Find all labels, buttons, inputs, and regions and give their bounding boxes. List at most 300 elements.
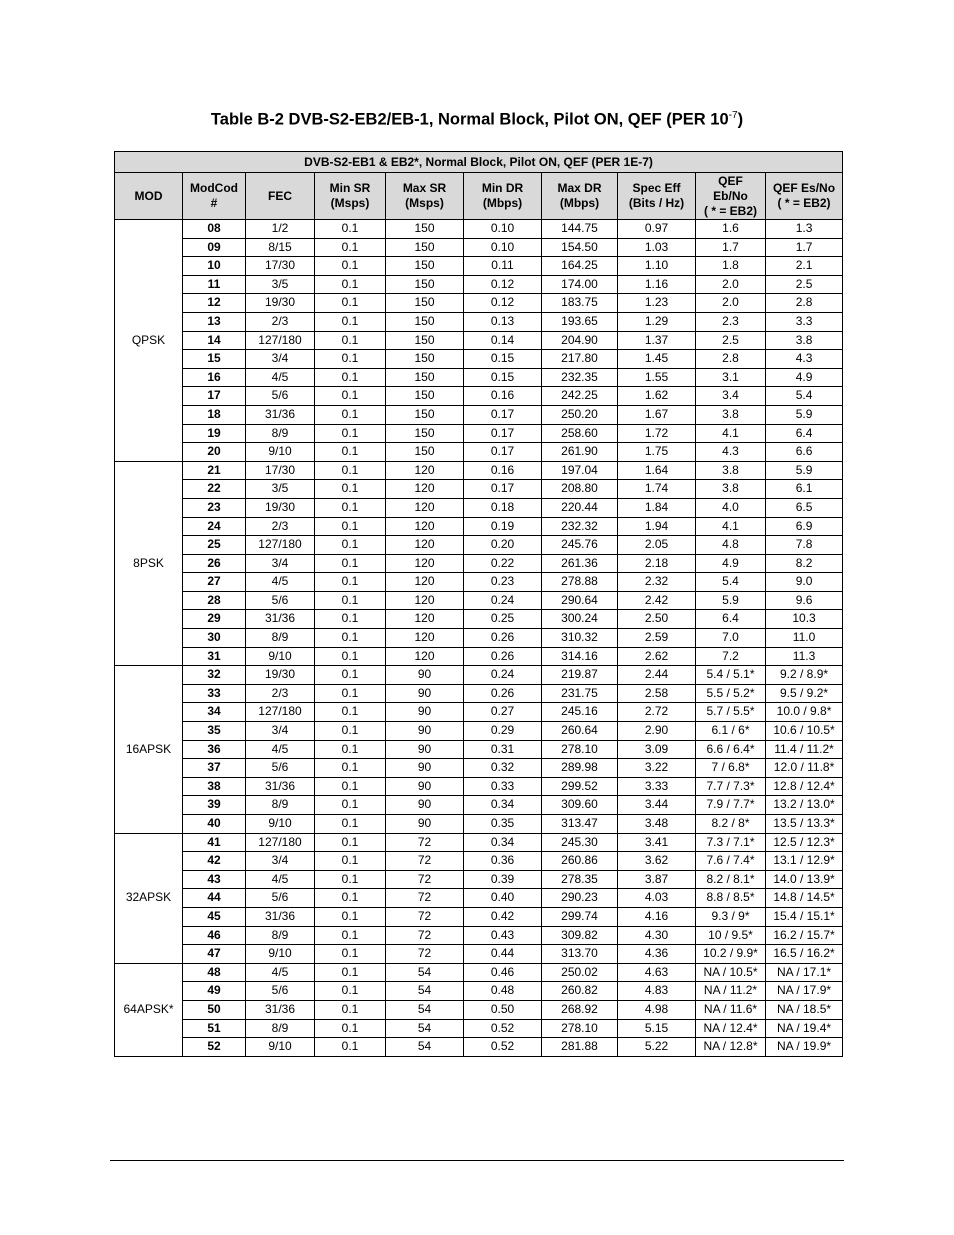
table-row bbox=[115, 312, 843, 331]
table-cell: 9/10 bbox=[246, 443, 315, 462]
table-cell: 9/10 bbox=[246, 647, 315, 666]
table-cell: 0.1 bbox=[315, 610, 386, 629]
table-cell: 1.6 bbox=[696, 220, 766, 239]
table-cell: 1.23 bbox=[618, 294, 696, 313]
table-cell: 4.83 bbox=[618, 982, 696, 1001]
table-cell: 281.88 bbox=[542, 1038, 618, 1057]
table-cell: 2.5 bbox=[696, 331, 766, 350]
table-cell: 0.19 bbox=[464, 517, 542, 536]
table-cell: 6.9 bbox=[766, 517, 843, 536]
table-cell: 2.62 bbox=[618, 647, 696, 666]
table-cell: 5/6 bbox=[246, 982, 315, 1001]
table-cell: 19/30 bbox=[246, 666, 315, 685]
table-cell: 9.3 / 9* bbox=[696, 907, 766, 926]
table-cell: 31/36 bbox=[246, 907, 315, 926]
table-cell: 0.14 bbox=[464, 331, 542, 350]
table-cell: 90 bbox=[386, 815, 464, 834]
table-cell: 245.16 bbox=[542, 703, 618, 722]
modcod-table bbox=[114, 151, 843, 1057]
table-cell: 0.1 bbox=[315, 963, 386, 982]
table-cell: NA / 18.5* bbox=[766, 1000, 843, 1019]
table-cell: 3.4 bbox=[696, 387, 766, 406]
table-cell: 2/3 bbox=[246, 684, 315, 703]
table-cell: 2.18 bbox=[618, 554, 696, 573]
table-cell: 5.9 bbox=[766, 461, 843, 480]
table-cell: 4.3 bbox=[766, 350, 843, 369]
table-cell: 0.32 bbox=[464, 759, 542, 778]
table-cell: NA / 12.4* bbox=[696, 1019, 766, 1038]
table-cell: 34 bbox=[183, 703, 246, 722]
table-cell: 3.44 bbox=[618, 796, 696, 815]
table-row bbox=[115, 350, 843, 369]
table-cell: 15.4 / 15.1* bbox=[766, 907, 843, 926]
table-row bbox=[115, 536, 843, 555]
table-cell: 2.90 bbox=[618, 722, 696, 741]
table-cell: 11.3 bbox=[766, 647, 843, 666]
table-cell: 20 bbox=[183, 443, 246, 462]
table-cell: 5/6 bbox=[246, 759, 315, 778]
table-cell: 127/180 bbox=[246, 833, 315, 852]
table-cell: 0.39 bbox=[464, 870, 542, 889]
table-cell: 8/9 bbox=[246, 424, 315, 443]
table-cell: 3/4 bbox=[246, 722, 315, 741]
table-cell: 0.23 bbox=[464, 573, 542, 592]
column-header: Min SR (Msps) bbox=[315, 173, 386, 220]
table-cell: 4.36 bbox=[618, 945, 696, 964]
table-cell: 290.64 bbox=[542, 591, 618, 610]
table-cell: 19/30 bbox=[246, 294, 315, 313]
table-row bbox=[115, 907, 843, 926]
table-cell: 0.1 bbox=[315, 703, 386, 722]
table-cell: 1.7 bbox=[766, 238, 843, 257]
table-cell: 4.3 bbox=[696, 443, 766, 462]
table-cell: 0.18 bbox=[464, 498, 542, 517]
table-cell: 25 bbox=[183, 536, 246, 555]
table-row bbox=[115, 684, 843, 703]
table-caption: DVB-S2-EB1 & EB2*, Normal Block, Pilot ON, QEF (PER 1E-7) bbox=[115, 152, 843, 173]
table-cell: 44 bbox=[183, 889, 246, 908]
table-cell: 0.17 bbox=[464, 405, 542, 424]
table-cell: 3.62 bbox=[618, 852, 696, 871]
table-cell: 250.20 bbox=[542, 405, 618, 424]
table-cell: 0.25 bbox=[464, 610, 542, 629]
table-row bbox=[115, 666, 843, 685]
table-cell: 150 bbox=[386, 312, 464, 331]
table-row bbox=[115, 480, 843, 499]
table-cell: 4.9 bbox=[766, 368, 843, 387]
table-cell: 10.6 / 10.5* bbox=[766, 722, 843, 741]
table-cell: 0.48 bbox=[464, 982, 542, 1001]
table-cell: 90 bbox=[386, 722, 464, 741]
table-cell: 90 bbox=[386, 759, 464, 778]
table-cell: 278.35 bbox=[542, 870, 618, 889]
table-cell: 9/10 bbox=[246, 1038, 315, 1057]
table-cell: 0.12 bbox=[464, 294, 542, 313]
table-cell: 0.1 bbox=[315, 461, 386, 480]
table-row bbox=[115, 852, 843, 871]
table-cell: 0.1 bbox=[315, 387, 386, 406]
table-cell: 72 bbox=[386, 889, 464, 908]
table-row bbox=[115, 926, 843, 945]
table-cell: 3.8 bbox=[696, 461, 766, 480]
table-cell: 309.82 bbox=[542, 926, 618, 945]
table-row bbox=[115, 759, 843, 778]
table-cell: 9.5 / 9.2* bbox=[766, 684, 843, 703]
table-cell: 0.36 bbox=[464, 852, 542, 871]
table-cell: 0.1 bbox=[315, 666, 386, 685]
table-cell: 0.24 bbox=[464, 591, 542, 610]
column-header: Max DR (Mbps) bbox=[542, 173, 618, 220]
table-row bbox=[115, 796, 843, 815]
table-cell: NA / 12.8* bbox=[696, 1038, 766, 1057]
table-row bbox=[115, 220, 843, 239]
table-cell: 0.1 bbox=[315, 740, 386, 759]
table-row bbox=[115, 257, 843, 276]
table-row bbox=[115, 1038, 843, 1057]
table-cell: 17/30 bbox=[246, 461, 315, 480]
table-row bbox=[115, 498, 843, 517]
table-cell: NA / 17.1* bbox=[766, 963, 843, 982]
table-cell: 54 bbox=[386, 1038, 464, 1057]
table-cell: 313.70 bbox=[542, 945, 618, 964]
table-cell: 309.60 bbox=[542, 796, 618, 815]
table-cell: 150 bbox=[386, 238, 464, 257]
table-cell: 120 bbox=[386, 647, 464, 666]
table-cell: 0.1 bbox=[315, 350, 386, 369]
table-cell: 289.98 bbox=[542, 759, 618, 778]
table-row bbox=[115, 387, 843, 406]
table-cell: 0.1 bbox=[315, 796, 386, 815]
table-cell: 0.1 bbox=[315, 722, 386, 741]
table-cell: 14 bbox=[183, 331, 246, 350]
table-cell: NA / 17.9* bbox=[766, 982, 843, 1001]
table-row bbox=[115, 368, 843, 387]
table-cell: 4.9 bbox=[696, 554, 766, 573]
table-cell: 2.42 bbox=[618, 591, 696, 610]
table-cell: 0.27 bbox=[464, 703, 542, 722]
table-cell: 4.03 bbox=[618, 889, 696, 908]
table-cell: 3/4 bbox=[246, 554, 315, 573]
table-cell: 2.32 bbox=[618, 573, 696, 592]
table-cell: 2.3 bbox=[696, 312, 766, 331]
modulation-cell: 8PSK bbox=[115, 461, 183, 666]
table-cell: 120 bbox=[386, 498, 464, 517]
table-cell: 0.1 bbox=[315, 517, 386, 536]
table-cell: 0.1 bbox=[315, 833, 386, 852]
table-cell: 0.16 bbox=[464, 461, 542, 480]
table-cell: 90 bbox=[386, 777, 464, 796]
table-cell: 0.33 bbox=[464, 777, 542, 796]
table-cell: 278.10 bbox=[542, 1019, 618, 1038]
table-cell: 7 / 6.8* bbox=[696, 759, 766, 778]
table-cell: 0.17 bbox=[464, 443, 542, 462]
table-row bbox=[115, 945, 843, 964]
table-cell: 314.16 bbox=[542, 647, 618, 666]
table-cell: 250.02 bbox=[542, 963, 618, 982]
table-row bbox=[115, 777, 843, 796]
modulation-cell: QPSK bbox=[115, 220, 183, 462]
table-cell: 4.1 bbox=[696, 517, 766, 536]
table-cell: 54 bbox=[386, 1019, 464, 1038]
table-cell: 45 bbox=[183, 907, 246, 926]
table-cell: 36 bbox=[183, 740, 246, 759]
table-cell: 299.74 bbox=[542, 907, 618, 926]
table-cell: 258.60 bbox=[542, 424, 618, 443]
table-cell: 5.22 bbox=[618, 1038, 696, 1057]
table-cell: 1.74 bbox=[618, 480, 696, 499]
table-cell: 0.1 bbox=[315, 368, 386, 387]
column-header: Max SR (Msps) bbox=[386, 173, 464, 220]
table-cell: 19/30 bbox=[246, 498, 315, 517]
table-cell: 0.1 bbox=[315, 1000, 386, 1019]
table-cell: 127/180 bbox=[246, 536, 315, 555]
table-cell: 3.22 bbox=[618, 759, 696, 778]
table-cell: 8/15 bbox=[246, 238, 315, 257]
table-cell: 24 bbox=[183, 517, 246, 536]
table-row bbox=[115, 629, 843, 648]
table-cell: 261.36 bbox=[542, 554, 618, 573]
table-cell: 8.2 bbox=[766, 554, 843, 573]
table-cell: 120 bbox=[386, 629, 464, 648]
table-cell: 0.52 bbox=[464, 1019, 542, 1038]
table-cell: 90 bbox=[386, 684, 464, 703]
table-cell: 4.8 bbox=[696, 536, 766, 555]
table-cell: 150 bbox=[386, 368, 464, 387]
table-cell: 1.72 bbox=[618, 424, 696, 443]
table-row bbox=[115, 815, 843, 834]
table-cell: 0.26 bbox=[464, 629, 542, 648]
table-cell: 72 bbox=[386, 833, 464, 852]
table-cell: 42 bbox=[183, 852, 246, 871]
table-cell: 0.1 bbox=[315, 647, 386, 666]
table-cell: 0.17 bbox=[464, 424, 542, 443]
table-cell: 1.84 bbox=[618, 498, 696, 517]
table-cell: 232.32 bbox=[542, 517, 618, 536]
column-header: ModCod # bbox=[183, 173, 246, 220]
table-cell: 0.1 bbox=[315, 238, 386, 257]
table-cell: 5.7 / 5.5* bbox=[696, 703, 766, 722]
table-cell: 0.46 bbox=[464, 963, 542, 982]
table-cell: 150 bbox=[386, 257, 464, 276]
table-cell: 2.5 bbox=[766, 275, 843, 294]
modulation-cell: 64APSK* bbox=[115, 963, 183, 1056]
table-cell: 208.80 bbox=[542, 480, 618, 499]
table-cell: 154.50 bbox=[542, 238, 618, 257]
table-row bbox=[115, 610, 843, 629]
table-cell: 15 bbox=[183, 350, 246, 369]
table-cell: 7.3 / 7.1* bbox=[696, 833, 766, 852]
table-row bbox=[115, 424, 843, 443]
table-cell: 310.32 bbox=[542, 629, 618, 648]
column-header: MOD bbox=[115, 173, 183, 220]
table-cell: 19 bbox=[183, 424, 246, 443]
table-cell: 193.65 bbox=[542, 312, 618, 331]
table-cell: 16 bbox=[183, 368, 246, 387]
table-cell: 299.52 bbox=[542, 777, 618, 796]
table-cell: 2.1 bbox=[766, 257, 843, 276]
table-cell: 0.1 bbox=[315, 498, 386, 517]
table-cell: 0.17 bbox=[464, 480, 542, 499]
table-cell: 6.5 bbox=[766, 498, 843, 517]
table-cell: 150 bbox=[386, 275, 464, 294]
table-row bbox=[115, 405, 843, 424]
table-cell: 31 bbox=[183, 647, 246, 666]
table-cell: 52 bbox=[183, 1038, 246, 1057]
table-cell: 22 bbox=[183, 480, 246, 499]
table-cell: 4.30 bbox=[618, 926, 696, 945]
table-cell: 3.8 bbox=[766, 331, 843, 350]
table-cell: 13.2 / 13.0* bbox=[766, 796, 843, 815]
table-cell: 12.5 / 12.3* bbox=[766, 833, 843, 852]
modulation-cell: 32APSK bbox=[115, 833, 183, 963]
table-cell: 0.1 bbox=[315, 424, 386, 443]
table-cell: 9.2 / 8.9* bbox=[766, 666, 843, 685]
table-cell: 144.75 bbox=[542, 220, 618, 239]
table-cell: 0.1 bbox=[315, 852, 386, 871]
table-cell: 2.8 bbox=[696, 350, 766, 369]
table-cell: 1.64 bbox=[618, 461, 696, 480]
table-cell: NA / 11.6* bbox=[696, 1000, 766, 1019]
table-cell: 1.3 bbox=[766, 220, 843, 239]
column-header: Spec Eff (Bits / Hz) bbox=[618, 173, 696, 220]
table-cell: 16.2 / 15.7* bbox=[766, 926, 843, 945]
table-cell: 54 bbox=[386, 982, 464, 1001]
table-cell: 0.1 bbox=[315, 480, 386, 499]
table-cell: 0.42 bbox=[464, 907, 542, 926]
table-cell: 0.26 bbox=[464, 647, 542, 666]
table-cell: 1.94 bbox=[618, 517, 696, 536]
table-cell: 08 bbox=[183, 220, 246, 239]
table-cell: 0.1 bbox=[315, 777, 386, 796]
table-row bbox=[115, 703, 843, 722]
table-cell: 39 bbox=[183, 796, 246, 815]
table-cell: 43 bbox=[183, 870, 246, 889]
table-cell: 7.6 / 7.4* bbox=[696, 852, 766, 871]
table-cell: 0.1 bbox=[315, 443, 386, 462]
table-cell: 0.1 bbox=[315, 257, 386, 276]
table-cell: 9.0 bbox=[766, 573, 843, 592]
table-cell: 41 bbox=[183, 833, 246, 852]
table-cell: 13.5 / 13.3* bbox=[766, 815, 843, 834]
table-cell: 2.44 bbox=[618, 666, 696, 685]
table-cell: 1.62 bbox=[618, 387, 696, 406]
table-row bbox=[115, 833, 843, 852]
table-cell: 5.4 bbox=[766, 387, 843, 406]
table-cell: 0.43 bbox=[464, 926, 542, 945]
table-cell: 23 bbox=[183, 498, 246, 517]
table-cell: 5.5 / 5.2* bbox=[696, 684, 766, 703]
table-cell: 3.09 bbox=[618, 740, 696, 759]
table-row bbox=[115, 647, 843, 666]
table-cell: 35 bbox=[183, 722, 246, 741]
table-cell: 10.0 / 9.8* bbox=[766, 703, 843, 722]
table-cell: 150 bbox=[386, 405, 464, 424]
table-cell: 90 bbox=[386, 703, 464, 722]
table-cell: 37 bbox=[183, 759, 246, 778]
table-cell: 164.25 bbox=[542, 257, 618, 276]
table-row bbox=[115, 889, 843, 908]
table-cell: 13.1 / 12.9* bbox=[766, 852, 843, 871]
table-row bbox=[115, 1000, 843, 1019]
table-cell: 0.1 bbox=[315, 312, 386, 331]
table-cell: 10 bbox=[183, 257, 246, 276]
table-cell: 0.1 bbox=[315, 889, 386, 908]
table-cell: 183.75 bbox=[542, 294, 618, 313]
table-title-suffix: ) bbox=[737, 110, 744, 129]
table-cell: 120 bbox=[386, 554, 464, 573]
table-cell: 0.50 bbox=[464, 1000, 542, 1019]
table-cell: 90 bbox=[386, 740, 464, 759]
table-cell: 2.72 bbox=[618, 703, 696, 722]
table-cell: 0.35 bbox=[464, 815, 542, 834]
table-cell: 0.1 bbox=[315, 907, 386, 926]
table-cell: 150 bbox=[386, 424, 464, 443]
table-cell: 8.2 / 8* bbox=[696, 815, 766, 834]
table-cell: 7.2 bbox=[696, 647, 766, 666]
table-cell: 0.1 bbox=[315, 275, 386, 294]
table-cell: 120 bbox=[386, 591, 464, 610]
table-row bbox=[115, 294, 843, 313]
table-cell: 150 bbox=[386, 387, 464, 406]
table-cell: 2.05 bbox=[618, 536, 696, 555]
table-cell: 300.24 bbox=[542, 610, 618, 629]
table-row bbox=[115, 1019, 843, 1038]
column-header: QEF Eb/No ( * = EB2) bbox=[696, 173, 766, 220]
table-cell: 260.86 bbox=[542, 852, 618, 871]
table-cell: 0.1 bbox=[315, 331, 386, 350]
table-cell: 90 bbox=[386, 796, 464, 815]
table-cell: 0.34 bbox=[464, 796, 542, 815]
table-cell: 9/10 bbox=[246, 815, 315, 834]
table-cell: 4/5 bbox=[246, 573, 315, 592]
table-cell: 5.15 bbox=[618, 1019, 696, 1038]
table-cell: 3.33 bbox=[618, 777, 696, 796]
table-cell: 7.7 / 7.3* bbox=[696, 777, 766, 796]
table-cell: 6.4 bbox=[766, 424, 843, 443]
table-cell: 30 bbox=[183, 629, 246, 648]
table-cell: 0.10 bbox=[464, 238, 542, 257]
table-cell: 0.1 bbox=[315, 759, 386, 778]
table-cell: 11.0 bbox=[766, 629, 843, 648]
table-cell: 0.1 bbox=[315, 591, 386, 610]
table-cell: 4/5 bbox=[246, 870, 315, 889]
table-cell: 2.59 bbox=[618, 629, 696, 648]
table-cell: 72 bbox=[386, 907, 464, 926]
table-cell: 0.1 bbox=[315, 926, 386, 945]
table-cell: 0.24 bbox=[464, 666, 542, 685]
table-cell: NA / 19.9* bbox=[766, 1038, 843, 1057]
table-cell: 313.47 bbox=[542, 815, 618, 834]
table-row bbox=[115, 982, 843, 1001]
table-cell: 8/9 bbox=[246, 1019, 315, 1038]
table-cell: 7.8 bbox=[766, 536, 843, 555]
table-cell: 0.1 bbox=[315, 1019, 386, 1038]
table-cell: 0.10 bbox=[464, 220, 542, 239]
table-cell: 1.37 bbox=[618, 331, 696, 350]
table-cell: 3.41 bbox=[618, 833, 696, 852]
table-cell: 31/36 bbox=[246, 405, 315, 424]
table-cell: 1.75 bbox=[618, 443, 696, 462]
table-cell: 0.1 bbox=[315, 870, 386, 889]
table-cell: 120 bbox=[386, 610, 464, 629]
table-cell: 3/5 bbox=[246, 275, 315, 294]
table-cell: 0.1 bbox=[315, 294, 386, 313]
table-cell: 0.1 bbox=[315, 629, 386, 648]
table-cell: 14.0 / 13.9* bbox=[766, 870, 843, 889]
table-cell: 2.0 bbox=[696, 275, 766, 294]
table-cell: 0.31 bbox=[464, 740, 542, 759]
table-cell: 0.34 bbox=[464, 833, 542, 852]
